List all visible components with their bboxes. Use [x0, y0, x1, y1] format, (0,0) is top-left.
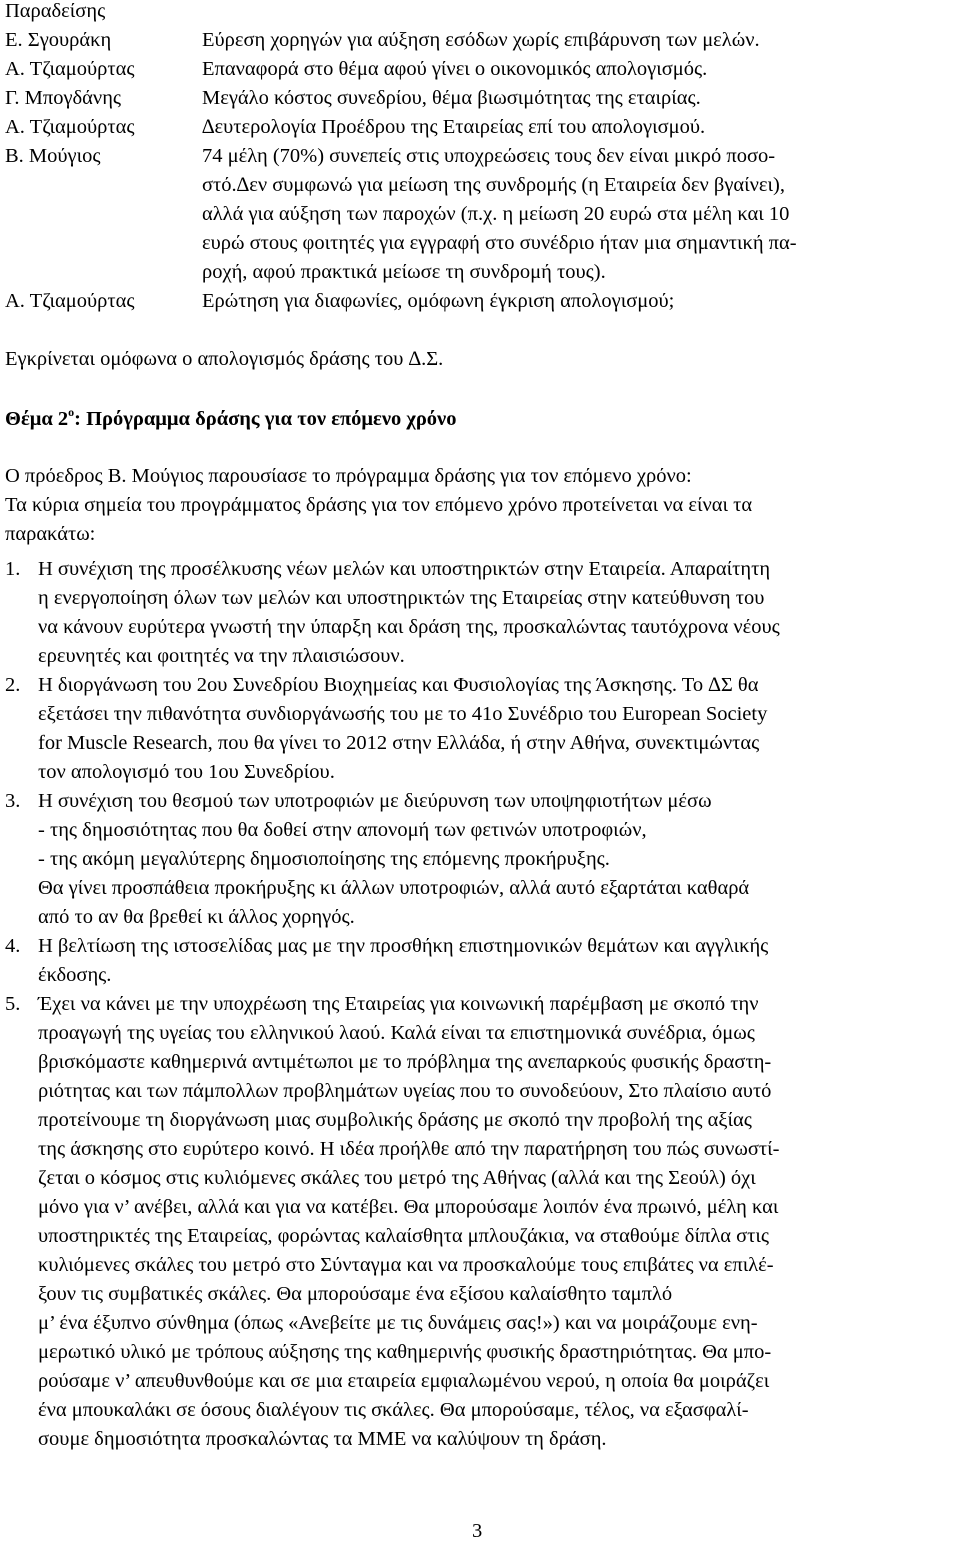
item-text-line: προαγωγή της υγείας του ελληνικού λαού. Καλά είναι τα επιστημονικά συνέδρια, όμως	[38, 1022, 755, 1044]
item-number: 5.	[5, 993, 21, 1015]
item-text-line: προτείνουμε τη διοργάνωση μιας συμβολικής δράσης με σκοπό την προβολή της αξίας	[38, 1109, 752, 1131]
item-text-line: Η συνέχιση της προσέλκυσης νέων μελών και υποστηρικτών στην Εταιρεία. Απαραίτητη	[38, 558, 771, 580]
item-number: 3.	[5, 790, 21, 812]
item-number: 1.	[5, 558, 21, 580]
item-text-line: ερευνητές και φοιτητές να την πλαισιώσουν.	[38, 645, 405, 667]
item-text-line: ρούσαμε ν’ απευθυνθούμε και σε μια εταιρεία εμφιαλωμένου νερού, η οποία θα μοιράζει	[38, 1370, 770, 1392]
speaker-name: Παραδείσης	[5, 0, 106, 22]
approval-statement: Εγκρίνεται ομόφωνα ο απολογισμός δράσης του ∆.Σ.	[5, 348, 444, 370]
speaker-statement: Εύρεση χορηγών για αύξηση εσόδων χωρίς επιβάρυνση των μελών.	[202, 29, 760, 51]
item-text-line: ξουν τις συμβατικές σκάλες. Θα μπορούσαμε ένα εξίσου καλαίσθητο ταμπλό	[38, 1283, 673, 1305]
item-text-line: - της ακόμη μεγαλύτερης δημοσιοποίησης της επόμενης προκήρυξης.	[38, 848, 610, 870]
item-text-line: for Muscle Research, που θα γίνει το 2012 στην Ελλάδα, ή στην Αθήνα, συνεκτιμώντας	[38, 732, 760, 754]
item-number: 2.	[5, 674, 21, 696]
item-text-line: μ’ ένα έξυπνο σύνθημα (όπως «Ανεβείτε με τις δυνάμεις σας!») και να μοιράζουμε ενη-	[38, 1312, 758, 1334]
item-text-line: τον απολογισμό του 1ου Συνεδρίου.	[38, 761, 335, 783]
item-text-line: να κάνουν ευρύτερα γνωστή την ύπαρξη και δράση της, προσκαλώντας ταυτόχρονα νέους	[38, 616, 780, 638]
item-text-line: μερωτικό υλικό με τρόπους αύξησης της καθημερινής φυσικής δραστηριότητας. Θα μπο-	[38, 1341, 772, 1363]
item-text-line: υποστηρικτές της Εταιρείας, φορώντας καλαίσθητα μπλουζάκια, να σταθούμε δίπλα στις	[38, 1225, 770, 1247]
item-text-line: εξετάσει την πιθανότητα συνδιοργάνωσής του με το 41ο Συνέδριο του European Society	[38, 703, 768, 725]
item-text-line: έκδοσης.	[38, 964, 112, 986]
speaker-statement: 74 μέλη (70%) συνεπείς στις υποχρεώσεις τους δεν είναι μικρό ποσο-	[202, 145, 776, 167]
speaker-statement: Ερώτηση για διαφωνίες, ομόφωνη έγκριση απολογισμού;	[202, 290, 675, 312]
speaker-name: Β. Μούγιος	[5, 145, 101, 167]
topic-title: : Πρόγραμμα δράσης για τον επόμενο χρόνο	[74, 408, 457, 430]
page-number: 3	[472, 1520, 483, 1542]
speaker-name: Ε. Σγουράκη	[5, 29, 112, 51]
topic-heading	[5, 405, 456, 434]
speaker-statement: ευρώ στους φοιτητές για εγγραφή στο συνέδριο ήταν μια σημαντική πα-	[202, 232, 797, 254]
item-text-line: από το αν θα βρεθεί κι άλλος χορηγός.	[38, 906, 355, 928]
speaker-name: Α. Τζιαμούρτας	[5, 58, 135, 80]
item-text-line: Έχει να κάνει με την υποχρέωση της Εταιρείας για κοινωνική παρέμβαση με σκοπό την	[38, 993, 759, 1015]
item-text-line: ζεται ο κόσμος στις κυλιόμενες σκάλες του μετρό της Αθήνας (αλλά και της Σεούλ) όχι	[38, 1167, 756, 1189]
item-text-line: ένα μπουκαλάκι σε όσους διαλέγουν τις σκάλες. Θα μπορούσαμε, τέλος, να εξασφαλί-	[38, 1399, 749, 1421]
speaker-statement: Επαναφορά στο θέμα αφού γίνει ο οικονομικός απολογισμός.	[202, 58, 708, 80]
item-text-line: η ενεργοποίηση όλων των μελών και υποστηρικτών της Εταιρείας στην κατεύθυνση του	[38, 587, 765, 609]
item-text-line: κυλιόμενες σκάλες του μετρό στο Σύνταγμα και να προσκαλούμε τους επιβάτες να επιλέ-	[38, 1254, 774, 1276]
item-text-line: Η βελτίωση της ιστοσελίδας μας με την προσθήκη επιστημονικών θεμάτων και αγγλικής	[38, 935, 769, 957]
speaker-statement: ροχή, αφού πρακτικά μείωσε τη συνδρομή τους).	[202, 261, 606, 283]
item-text-line: της άσκησης στο ευρύτερο κοινό. Η ιδέα προήλθε από την παρατήρηση του πώς συνωστί-	[38, 1138, 780, 1160]
speaker-name: Α. Τζιαμούρτας	[5, 116, 135, 138]
item-text-line: ριότητας και των πάμπολλων προβλημάτων υγείας που το συνοδεύουν, Στο πλαίσιο αυτό	[38, 1080, 772, 1102]
topic-prefix: Θέμα 2	[5, 408, 69, 430]
speaker-name: Γ. Μπογδάνης	[5, 87, 122, 109]
item-text-line: Θα γίνει προσπάθεια προκήρυξης κι άλλων υποτροφιών, αλλά αυτό εξαρτάται καθαρά	[38, 877, 750, 899]
item-text-line: σουμε δημοσιότητα προσκαλώντας τα ΜΜΕ να καλύψουν τη δράση.	[38, 1428, 607, 1450]
item-text-line: μόνο για ν’ ανέβει, αλλά και για να κατέβει. Θα μπορούσαμε λοιπόν ένα πρωινό, μέλη και	[38, 1196, 779, 1218]
intro-line: Τα κύρια σημεία του προγράμματος δράσης για τον επόμενο χρόνο προτείνεται να είναι τα	[5, 494, 753, 516]
item-text-line: βρισκόμαστε καθημερινά αντιμέτωποι με το πρόβλημα της ανεπαρκούς φυσικής δραστη-	[38, 1051, 772, 1073]
intro-line: Ο πρόεδρος Β. Μούγιος παρουσίασε το πρόγραμμα δράσης για τον επόμενο χρόνο:	[5, 465, 692, 487]
intro-line: παρακάτω:	[5, 523, 96, 545]
item-text-line: - της δημοσιότητας που θα δοθεί στην απονομή των φετινών υποτροφιών,	[38, 819, 647, 841]
item-number: 4.	[5, 935, 21, 957]
item-text-line: Η διοργάνωση του 2ου Συνεδρίου Βιοχημείας και Φυσιολογίας της Άσκησης. Το ∆Σ θα	[38, 674, 759, 696]
speaker-name: Α. Τζιαμούρτας	[5, 290, 135, 312]
topic-superscript: ο	[68, 405, 75, 419]
speaker-statement: στό.∆εν συμφωνώ για μείωση της συνδρομής (η Εταιρεία δεν βγαίνει),	[202, 174, 785, 196]
speaker-statement: ∆ευτερολογία Προέδρου της Εταιρείας επί του απολογισμού.	[202, 116, 706, 138]
item-text-line: Η συνέχιση του θεσμού των υποτροφιών με διεύρυνση των υποψηφιοτήτων μέσω	[38, 790, 712, 812]
speaker-statement: Μεγάλο κόστος συνεδρίου, θέμα βιωσιμότητας της εταιρίας.	[202, 87, 701, 109]
speaker-statement: αλλά για αύξηση των παροχών (π.χ. η μείωση 20 ευρώ στα μέλη και 10	[202, 203, 790, 225]
